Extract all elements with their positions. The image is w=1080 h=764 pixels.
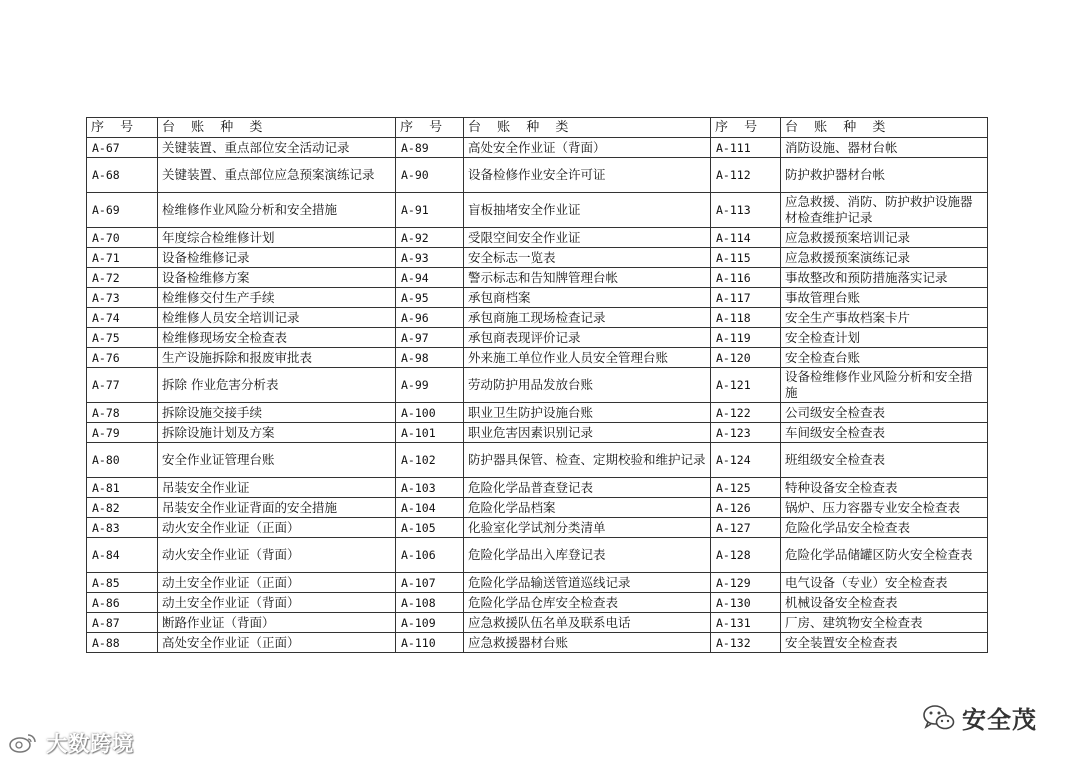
item-name-cell: 防护救护器材台帐 bbox=[781, 158, 988, 193]
item-code-cell: A-120 bbox=[711, 348, 781, 368]
item-code-cell: A-97 bbox=[396, 328, 464, 348]
item-name-cell: 安全装置安全检查表 bbox=[781, 633, 988, 653]
item-name-cell: 承包商表现评价记录 bbox=[464, 328, 711, 348]
table-row bbox=[87, 403, 988, 423]
item-code-cell: A-93 bbox=[396, 248, 464, 268]
item-code-cell: A-94 bbox=[396, 268, 464, 288]
item-code-cell: A-92 bbox=[396, 228, 464, 248]
ledger-table bbox=[86, 117, 988, 653]
item-name-cell: 警示标志和告知牌管理台帐 bbox=[464, 268, 711, 288]
item-name-cell: 动土安全作业证（背面） bbox=[158, 593, 396, 613]
item-code-cell: A-85 bbox=[87, 573, 158, 593]
item-name-cell: 防护器具保管、检查、定期校验和维护记录 bbox=[464, 443, 711, 478]
item-code-cell: A-127 bbox=[711, 518, 781, 538]
table-row bbox=[87, 328, 988, 348]
item-code-cell: A-132 bbox=[711, 633, 781, 653]
item-name-cell: 机械设备安全检查表 bbox=[781, 593, 988, 613]
item-name-cell: 检维修交付生产手续 bbox=[158, 288, 396, 308]
item-name-cell: 检维修人员安全培训记录 bbox=[158, 308, 396, 328]
table-row bbox=[87, 268, 988, 288]
table-row bbox=[87, 593, 988, 613]
item-code-cell: A-80 bbox=[87, 443, 158, 478]
item-code-cell: A-86 bbox=[87, 593, 158, 613]
item-code-cell: A-73 bbox=[87, 288, 158, 308]
table-row bbox=[87, 348, 988, 368]
header-seq-1: 序 号 bbox=[87, 118, 158, 138]
item-name-cell: 吊装安全作业证 bbox=[158, 478, 396, 498]
item-name-cell: 高处安全作业证（背面） bbox=[464, 138, 711, 158]
item-name-cell: 危险化学品普查登记表 bbox=[464, 478, 711, 498]
item-name-cell: 承包商档案 bbox=[464, 288, 711, 308]
item-name-cell: 事故管理台账 bbox=[781, 288, 988, 308]
item-name-cell: 应急救援预案演练记录 bbox=[781, 248, 988, 268]
item-code-cell: A-118 bbox=[711, 308, 781, 328]
weibo-icon bbox=[8, 732, 38, 754]
item-code-cell: A-112 bbox=[711, 158, 781, 193]
ledger-body bbox=[87, 138, 988, 653]
table-row bbox=[87, 633, 988, 653]
item-name-cell: 锅炉、压力容器专业安全检查表 bbox=[781, 498, 988, 518]
item-name-cell: 特种设备安全检查表 bbox=[781, 478, 988, 498]
item-name-cell: 断路作业证（背面） bbox=[158, 613, 396, 633]
item-name-cell: 危险化学品安全检查表 bbox=[781, 518, 988, 538]
item-code-cell: A-129 bbox=[711, 573, 781, 593]
item-code-cell: A-91 bbox=[396, 193, 464, 228]
item-code-cell: A-103 bbox=[396, 478, 464, 498]
item-code-cell: A-102 bbox=[396, 443, 464, 478]
item-code-cell: A-96 bbox=[396, 308, 464, 328]
item-name-cell: 设备检维修方案 bbox=[158, 268, 396, 288]
item-code-cell: A-83 bbox=[87, 518, 158, 538]
item-code-cell: A-128 bbox=[711, 538, 781, 573]
table-row bbox=[87, 538, 988, 573]
item-name-cell: 危险化学品仓库安全检查表 bbox=[464, 593, 711, 613]
item-name-cell: 受限空间安全作业证 bbox=[464, 228, 711, 248]
table-row bbox=[87, 248, 988, 268]
item-code-cell: A-70 bbox=[87, 228, 158, 248]
item-code-cell: A-106 bbox=[396, 538, 464, 573]
item-code-cell: A-100 bbox=[396, 403, 464, 423]
table-row bbox=[87, 288, 988, 308]
item-code-cell: A-123 bbox=[711, 423, 781, 443]
item-name-cell: 劳动防护用品发放台账 bbox=[464, 368, 711, 403]
item-name-cell: 职业卫生防护设施台账 bbox=[464, 403, 711, 423]
item-code-cell: A-99 bbox=[396, 368, 464, 403]
item-code-cell: A-78 bbox=[87, 403, 158, 423]
item-name-cell: 设备检修作业安全许可证 bbox=[464, 158, 711, 193]
item-name-cell: 危险化学品储罐区防火安全检查表 bbox=[781, 538, 988, 573]
item-code-cell: A-119 bbox=[711, 328, 781, 348]
item-name-cell: 拆除设施计划及方案 bbox=[158, 423, 396, 443]
item-name-cell: 动土安全作业证（正面） bbox=[158, 573, 396, 593]
item-code-cell: A-110 bbox=[396, 633, 464, 653]
item-name-cell: 高处安全作业证（正面） bbox=[158, 633, 396, 653]
table-row bbox=[87, 158, 988, 193]
item-code-cell: A-68 bbox=[87, 158, 158, 193]
item-name-cell: 安全标志一览表 bbox=[464, 248, 711, 268]
item-code-cell: A-130 bbox=[711, 593, 781, 613]
item-code-cell: A-69 bbox=[87, 193, 158, 228]
item-code-cell: A-125 bbox=[711, 478, 781, 498]
item-code-cell: A-114 bbox=[711, 228, 781, 248]
item-name-cell: 应急救援器材台账 bbox=[464, 633, 711, 653]
item-name-cell: 拆除 作业危害分析表 bbox=[158, 368, 396, 403]
item-name-cell: 职业危害因素识别记录 bbox=[464, 423, 711, 443]
item-name-cell: 危险化学品输送管道巡线记录 bbox=[464, 573, 711, 593]
item-name-cell: 化验室化学试剂分类清单 bbox=[464, 518, 711, 538]
item-code-cell: A-111 bbox=[711, 138, 781, 158]
item-code-cell: A-116 bbox=[711, 268, 781, 288]
table-row bbox=[87, 423, 988, 443]
table-row bbox=[87, 228, 988, 248]
item-name-cell: 检维修作业风险分析和安全措施 bbox=[158, 193, 396, 228]
item-code-cell: A-75 bbox=[87, 328, 158, 348]
item-name-cell: 消防设施、器材台帐 bbox=[781, 138, 988, 158]
item-name-cell: 吊装安全作业证背面的安全措施 bbox=[158, 498, 396, 518]
item-name-cell: 应急救援预案培训记录 bbox=[781, 228, 988, 248]
item-name-cell: 设备检维修作业风险分析和安全措施 bbox=[781, 368, 988, 403]
item-code-cell: A-107 bbox=[396, 573, 464, 593]
item-code-cell: A-81 bbox=[87, 478, 158, 498]
item-name-cell: 承包商施工现场检查记录 bbox=[464, 308, 711, 328]
item-code-cell: A-88 bbox=[87, 633, 158, 653]
item-name-cell: 安全作业证管理台账 bbox=[158, 443, 396, 478]
item-name-cell: 安全生产事故档案卡片 bbox=[781, 308, 988, 328]
item-name-cell: 检维修现场安全检查表 bbox=[158, 328, 396, 348]
item-name-cell: 年度综合检维修计划 bbox=[158, 228, 396, 248]
item-name-cell: 外来施工单位作业人员安全管理台账 bbox=[464, 348, 711, 368]
table-row bbox=[87, 498, 988, 518]
item-name-cell: 公司级安全检查表 bbox=[781, 403, 988, 423]
item-name-cell: 应急救援队伍名单及联系电话 bbox=[464, 613, 711, 633]
item-name-cell: 班组级安全检查表 bbox=[781, 443, 988, 478]
table-row bbox=[87, 193, 988, 228]
item-name-cell: 安全检查台账 bbox=[781, 348, 988, 368]
item-code-cell: A-90 bbox=[396, 158, 464, 193]
table-header-row bbox=[87, 118, 988, 138]
item-name-cell: 应急救援、消防、防护救护设施器材检查维护记录 bbox=[781, 193, 988, 228]
header-type-2: 台 账 种 类 bbox=[464, 118, 711, 138]
header-seq-3: 序 号 bbox=[711, 118, 781, 138]
item-name-cell: 生产设施拆除和报废审批表 bbox=[158, 348, 396, 368]
item-code-cell: A-108 bbox=[396, 593, 464, 613]
item-code-cell: A-113 bbox=[711, 193, 781, 228]
item-code-cell: A-104 bbox=[396, 498, 464, 518]
item-code-cell: A-76 bbox=[87, 348, 158, 368]
item-code-cell: A-82 bbox=[87, 498, 158, 518]
item-code-cell: A-117 bbox=[711, 288, 781, 308]
item-name-cell: 设备检维修记录 bbox=[158, 248, 396, 268]
table-row bbox=[87, 573, 988, 593]
header-type-3: 台 账 种 类 bbox=[781, 118, 988, 138]
item-name-cell: 盲板抽堵安全作业证 bbox=[464, 193, 711, 228]
item-name-cell: 厂房、建筑物安全检查表 bbox=[781, 613, 988, 633]
table-row bbox=[87, 478, 988, 498]
item-code-cell: A-87 bbox=[87, 613, 158, 633]
table-row bbox=[87, 613, 988, 633]
item-name-cell: 动火安全作业证（背面） bbox=[158, 538, 396, 573]
item-code-cell: A-84 bbox=[87, 538, 158, 573]
item-code-cell: A-105 bbox=[396, 518, 464, 538]
item-code-cell: A-115 bbox=[711, 248, 781, 268]
header-seq-2: 序 号 bbox=[396, 118, 464, 138]
item-name-cell: 危险化学品出入库登记表 bbox=[464, 538, 711, 573]
item-code-cell: A-79 bbox=[87, 423, 158, 443]
item-code-cell: A-72 bbox=[87, 268, 158, 288]
header-type-1: 台 账 种 类 bbox=[158, 118, 396, 138]
item-name-cell: 关键装置、重点部位应急预案演练记录 bbox=[158, 158, 396, 193]
item-code-cell: A-126 bbox=[711, 498, 781, 518]
item-name-cell: 事故整改和预防措施落实记录 bbox=[781, 268, 988, 288]
item-name-cell: 车间级安全检查表 bbox=[781, 423, 988, 443]
table-row bbox=[87, 443, 988, 478]
item-code-cell: A-131 bbox=[711, 613, 781, 633]
item-code-cell: A-124 bbox=[711, 443, 781, 478]
watermark-right bbox=[922, 700, 1037, 735]
item-code-cell: A-101 bbox=[396, 423, 464, 443]
item-code-cell: A-121 bbox=[711, 368, 781, 403]
table-row bbox=[87, 308, 988, 328]
item-code-cell: A-122 bbox=[711, 403, 781, 423]
item-code-cell: A-89 bbox=[396, 138, 464, 158]
table-row bbox=[87, 368, 988, 403]
item-name-cell: 拆除设施交接手续 bbox=[158, 403, 396, 423]
item-code-cell: A-74 bbox=[87, 308, 158, 328]
wechat-icon bbox=[922, 704, 956, 732]
item-code-cell: A-95 bbox=[396, 288, 464, 308]
item-code-cell: A-109 bbox=[396, 613, 464, 633]
watermark-left-text: 大数跨境 bbox=[46, 732, 135, 756]
item-name-cell: 电气设备（专业）安全检查表 bbox=[781, 573, 988, 593]
item-name-cell: 动火安全作业证（正面） bbox=[158, 518, 396, 538]
table-row bbox=[87, 518, 988, 538]
item-name-cell: 安全检查计划 bbox=[781, 328, 988, 348]
item-name-cell: 危险化学品档案 bbox=[464, 498, 711, 518]
item-code-cell: A-98 bbox=[396, 348, 464, 368]
item-code-cell: A-67 bbox=[87, 138, 158, 158]
watermark-right-text: 安全茂 bbox=[962, 706, 1037, 734]
table-row bbox=[87, 138, 988, 158]
item-code-cell: A-71 bbox=[87, 248, 158, 268]
watermark-left bbox=[8, 728, 134, 758]
item-name-cell: 关键装置、重点部位安全活动记录 bbox=[158, 138, 396, 158]
item-code-cell: A-77 bbox=[87, 368, 158, 403]
